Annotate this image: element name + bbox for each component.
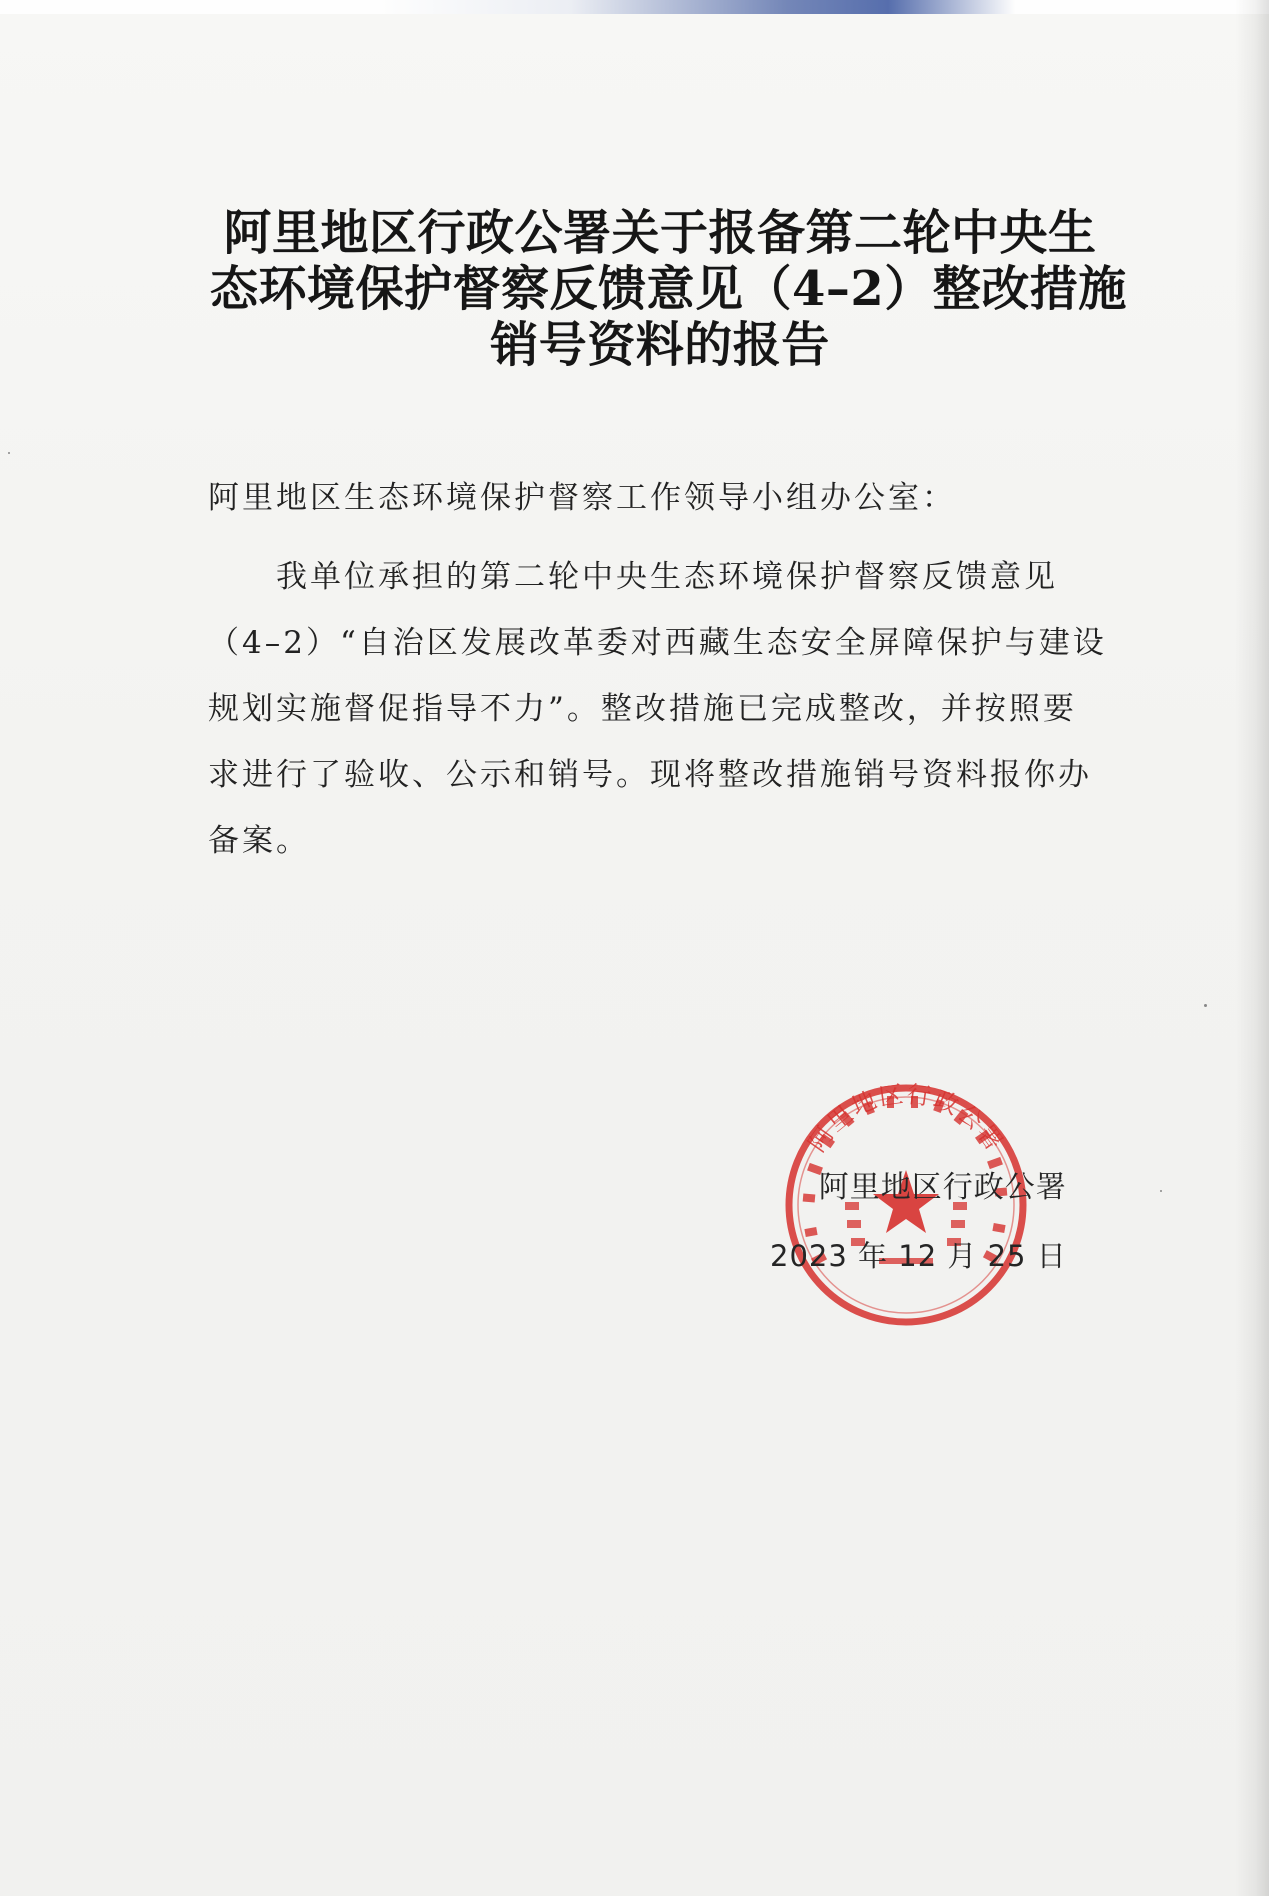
- signing-organization: 阿里地区行政公署: [818, 1170, 1067, 1205]
- seal-arc-text: 阿里地区行政公署: [802, 1082, 1010, 1158]
- body-line-5: 备案。: [208, 823, 310, 859]
- svg-text:阿里地区行政公署: [803, 1082, 1009, 1157]
- document-body: [208, 544, 1108, 874]
- scan-right-shadow: [1235, 0, 1269, 1896]
- title-line-1: 阿里地区行政公署关于报备第二轮中央生: [223, 205, 1097, 261]
- body-line-4: 求进行了验收、公示和销号。现将整改措施销号资料报你办: [208, 757, 1092, 793]
- body-line-2: （4–2）“自治区发展改革委对西藏生态安全屏障保护与建设: [208, 625, 1107, 661]
- signing-date: 2023 年 12 月 25 日: [770, 1239, 1067, 1273]
- title-line-3: 销号资料的报告: [490, 317, 830, 373]
- title-line-2: 态环境保护督察反馈意见（4–2）整改措施: [210, 261, 1127, 317]
- scan-speck: [8, 452, 10, 454]
- document-title: [210, 205, 1127, 373]
- addressee: 阿里地区生态环境保护督察工作领导小组办公室：: [208, 480, 956, 516]
- scan-speck: [1204, 1004, 1207, 1007]
- scan-top-edge: [0, 0, 1269, 14]
- body-line-1: 我单位承担的第二轮中央生态环境保护督察反馈意见: [276, 559, 1058, 595]
- signature-block: [770, 1168, 1067, 1276]
- body-line-3: 规划实施督促指导不力”。整改措施已完成整改，并按照要: [208, 691, 1077, 727]
- scan-speck: [1160, 1190, 1162, 1192]
